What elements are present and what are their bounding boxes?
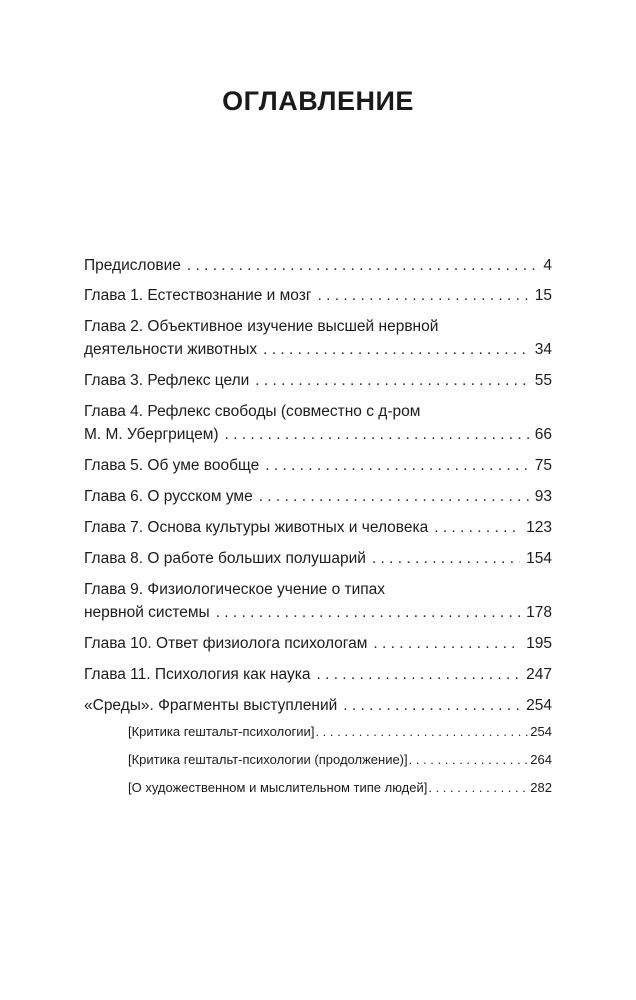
toc-entry[interactable] [84,369,552,392]
toc-subentry-title: [О художественном и мыслительном типе людей] [128,780,428,795]
toc-entry-title: нервной системы [84,604,210,621]
dot-leader [409,748,530,771]
toc-page-number: 195 [526,635,552,652]
toc-entry-title: Глава 11. Психология как наука [84,666,311,683]
dot-leader [373,632,520,655]
toc-page-number: 66 [534,426,552,443]
toc-entry-title: деятельности животных [84,341,258,358]
toc-entry[interactable] [84,454,552,477]
toc-subentry-title: [Критика гештальт-психологии] [128,724,315,739]
toc-entry-title-line: Глава 2. Объективное изучение высшей нервной [84,318,439,335]
toc-entry[interactable] [84,578,552,624]
dot-leader [216,601,520,624]
toc-subentry[interactable] [128,776,552,799]
toc-entry-title-line: Глава 9. Физиологическое учение о типах [84,581,386,598]
toc-page-number: 55 [534,372,552,389]
toc-entry-title: Глава 8. О работе больших полушарий [84,550,366,567]
toc-entry-title: «Среды». Фрагменты выступлений [84,697,338,714]
dot-leader [434,516,520,539]
toc-page-number: 254 [526,697,552,714]
toc-page-number: 34 [534,341,552,358]
dot-leader [343,694,520,717]
toc-entry-title: Глава 1. Естествознание и мозг [84,287,312,304]
toc-subentry[interactable] [128,748,552,771]
toc-entry[interactable] [84,547,552,570]
dot-leader [315,720,529,743]
toc-entry-title: Глава 6. О русском уме [84,488,253,505]
dot-leader [259,485,529,508]
dot-leader [372,547,520,570]
dot-leader [225,423,529,446]
toc-entry[interactable] [84,632,552,655]
toc-entry-title: Глава 10. Ответ физиолога психологам [84,635,368,652]
toc-page-number: 247 [526,666,552,683]
toc-entry-title: Глава 7. Основа культуры животных и человека [84,519,429,536]
toc-page-number: 264 [530,752,552,767]
toc-page-number: 282 [530,780,552,795]
toc-page-number: 15 [534,287,552,304]
toc-page-number: 154 [526,550,552,567]
toc-entry[interactable] [84,315,552,361]
dot-leader [428,776,529,799]
dot-leader [263,338,529,361]
toc-entry-title-line: Глава 4. Рефлекс свободы (совместно с д-ром [84,403,421,420]
toc-page-number: 123 [526,519,552,536]
table-of-contents [84,254,552,799]
toc-subentry[interactable] [128,720,552,743]
toc-entry[interactable] [84,254,552,277]
toc-entry[interactable] [84,516,552,539]
toc-page-number: 178 [526,604,552,621]
dot-leader [316,663,520,686]
toc-entry[interactable] [84,400,552,446]
toc-entry[interactable] [84,663,552,686]
dot-leader [187,254,538,277]
toc-subentry-title: [Критика гештальт-психологии (продолжение)] [128,752,408,767]
toc-page-number: 75 [534,457,552,474]
toc-entry-title: Глава 5. Об уме вообще [84,457,260,474]
toc-entry-title: М. М. Убергрицем) [84,426,219,443]
toc-entry[interactable] [84,694,552,717]
toc-page-number: 93 [534,488,552,505]
toc-entry-title: Глава 3. Рефлекс цели [84,372,250,389]
dot-leader [255,369,528,392]
dot-leader [265,454,529,477]
dot-leader [317,284,528,307]
toc-entry-title: Предисловие [84,257,181,274]
toc-entry[interactable] [84,284,552,307]
page-title: ОГЛАВЛЕНИЕ [222,86,414,116]
toc-page-number: 4 [543,257,552,274]
toc-page-number: 254 [530,724,552,739]
toc-entry[interactable] [84,485,552,508]
